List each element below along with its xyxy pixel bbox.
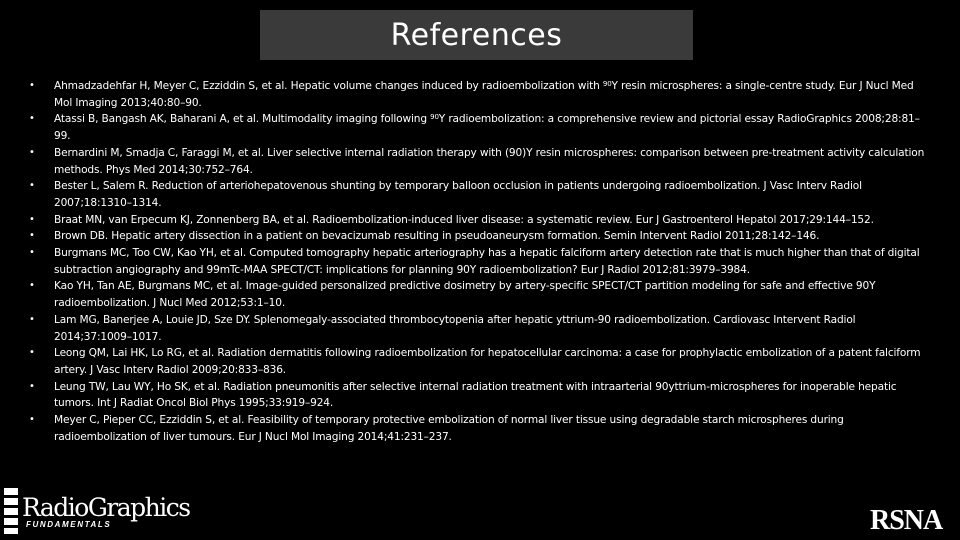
reference-text-part: Leung TW, Lau WY, Ho SK, et al. Radiation pneumonitis after selective internal radiation treatment with intraarterial 90yttrium-microspheres for inoperable hepatic tumors. Int J Radiat Oncol Biol Phys 1995;33:919–924. [54, 380, 897, 410]
reference-text-part: Kao YH, Tan AE, Burgmans MC, et al. Image-guided personalized predictive dosimetry by artery-specific SPECT/CT partition modeling for safe and effective 90Y radioembolization. J Nucl Med 2012;53:1–10. [54, 280, 876, 310]
logo-bars-icon [4, 488, 18, 534]
reference-text [54, 178, 928, 211]
radiographics-logo [4, 488, 204, 534]
reference-text-part: Braat MN, van Erpecum KJ, Zonnenberg BA, et al. Radioembolization-induced liver disease: a systematic review. Eur J Gastroenterol Hepatol 2017;29:144–152. [54, 213, 874, 226]
reference-text [54, 412, 928, 445]
bullet-icon: • [29, 313, 35, 325]
bullet-icon: • [29, 347, 35, 359]
bullet-icon: • [29, 414, 35, 426]
reference-superscript: 90 [602, 80, 612, 88]
reference-text [54, 379, 928, 412]
bullet-icon: • [29, 146, 35, 158]
reference-text [54, 212, 928, 229]
reference-text [54, 345, 928, 378]
reference-item [28, 178, 928, 211]
reference-item [28, 312, 928, 345]
reference-item [28, 245, 928, 278]
reference-item [28, 379, 928, 412]
title-banner [260, 10, 693, 60]
reference-text [54, 78, 928, 111]
logo-subtitle: FUNDAMENTALS [26, 520, 112, 529]
reference-text-part: Meyer C, Pieper CC, Ezziddin S, et al. Feasibility of temporary protective embolization of normal liver tissue using degradable starch microspheres during radioembolization of liver tumours. Eur J Nucl Mol Imaging 2014;41:231–237. [54, 414, 844, 443]
reference-item [28, 78, 928, 111]
reference-item [28, 412, 928, 445]
reference-text-part: Leong QM, Lai HK, Lo RG, et al. Radiation dermatitis following radioembolization for hepatocellular carcinoma: a case for prophylactic embolization of a patent falciform artery. J Vasc Interv Radiol 2009;20:833–836. [54, 347, 921, 376]
bullet-icon: • [29, 113, 35, 125]
bullet-icon: • [29, 247, 35, 259]
reference-text-part: Atassi B, Bangash AK, Baharani A, et al. Multimodality imaging following [54, 113, 431, 126]
reference-text-part: Y resin microspheres: a single-centre study. Eur J Nucl Med Mol Imaging 2013;40:80–90. [54, 80, 914, 109]
reference-text [54, 145, 928, 178]
slide-title: References [390, 17, 563, 53]
rsna-logo [870, 506, 942, 536]
bullet-icon: • [29, 230, 35, 242]
reference-text-part: Bester L, Salem R. Reduction of arteriohepatovenous shunting by temporary balloon occlusion in patients undergoing radioembolization. J Vasc Interv Radiol 2007;18:1310–1314. [54, 180, 862, 209]
reference-text [54, 278, 928, 311]
reference-item [28, 228, 928, 245]
reference-superscript: 90 [430, 113, 439, 122]
bullet-icon: • [29, 213, 35, 225]
reference-text-part: Burgmans MC, Too CW, Kao YH, et al. Computed tomography hepatic arteriography has a hepatic falciform artery detection rate that is much higher than that of digital subtraction angiography and 99mTc-MAA SPECT/CT: implications for planning 90Y radioembolization? Eur J Radiol 2012;81:3979–3984. [54, 247, 920, 276]
reference-item [28, 345, 928, 378]
bullet-icon: • [29, 180, 35, 192]
reference-text [54, 228, 928, 245]
reference-text-part: Y radioembolization: a comprehensive review and pictorial essay RadioGraphics 2008;28:81–99. [54, 113, 920, 143]
reference-item [28, 111, 928, 144]
reference-list [28, 78, 928, 445]
reference-item [28, 212, 928, 229]
reference-text [54, 111, 928, 144]
reference-text-part: Ahmadzadehfar H, Meyer C, Ezziddin S, et al. Hepatic volume changes induced by radioembolization with [54, 80, 603, 92]
bullet-icon: • [29, 80, 35, 91]
reference-text [54, 245, 928, 278]
bullet-icon: • [29, 380, 35, 392]
reference-text-part: Bernardini M, Smadja C, Faraggi M, et al. Liver selective internal radiation therapy with (90)Y resin microspheres: comparison between pre-treatment activity calculation methods. Phys Med 2014;30:752–764. [54, 146, 925, 176]
bullet-icon: • [29, 280, 35, 292]
reference-item [28, 278, 928, 311]
reference-text [54, 312, 928, 345]
rsna-wordmark: RSNA [870, 505, 943, 536]
reference-item [28, 145, 928, 178]
reference-text-part: Lam MG, Banerjee A, Louie JD, Sze DY. Splenomegaly-associated thrombocytopenia after hepatic yttrium-90 radioembolization. Cardiovasc Intervent Radiol 2014;37:1009–1017. [54, 313, 856, 343]
logo-wordmark: RadioGraphics [22, 493, 190, 522]
reference-text-part: Brown DB. Hepatic artery dissection in a patient on bevacizumab resulting in pseudoaneurysm formation. Semin Intervent Radiol 2011;28:142–146. [54, 230, 820, 243]
